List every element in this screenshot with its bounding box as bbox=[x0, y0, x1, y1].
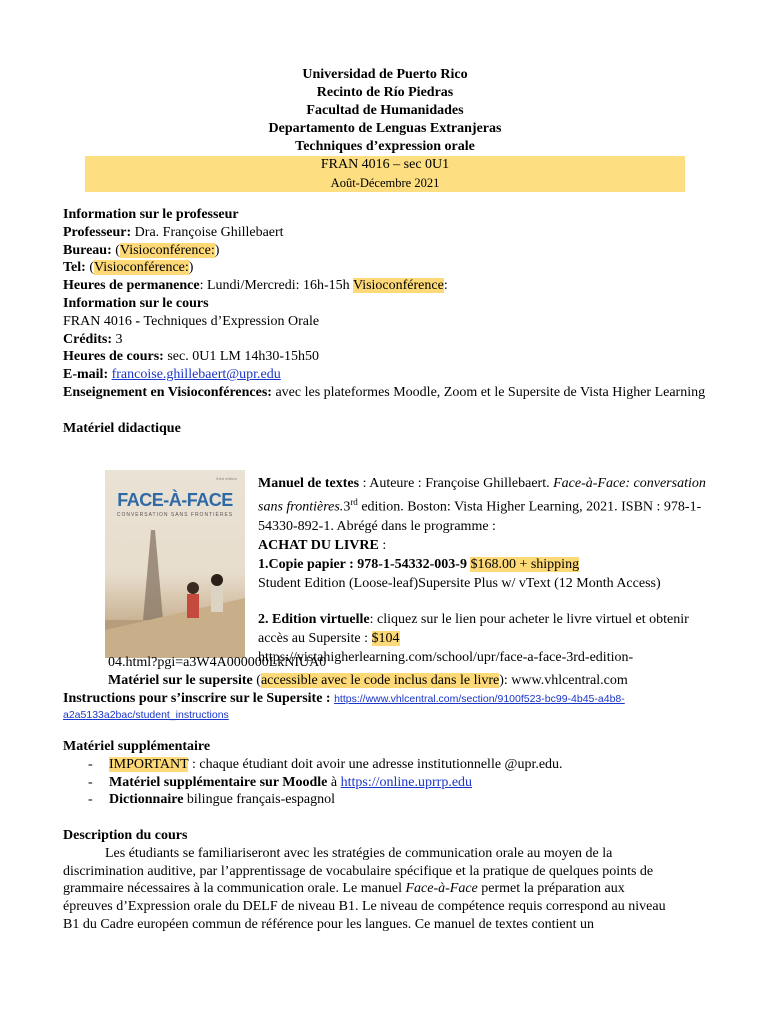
credits-label: Crédits: bbox=[63, 331, 112, 347]
manual-details: edition. Boston: Vista Higher Learning, 2021. ISBN : 978-1-54330-892-1. Abrégé dans le programme : bbox=[258, 499, 702, 534]
book-cover-title: FACE-À-FACE bbox=[117, 490, 233, 510]
header-course-title: Techniques d’expression orale bbox=[295, 139, 475, 154]
book-cover-edition: third edition bbox=[216, 476, 237, 481]
course-dash: - bbox=[131, 313, 144, 329]
list-item bbox=[63, 756, 713, 774]
virtual-edition-row bbox=[258, 610, 708, 648]
description-section bbox=[63, 827, 673, 934]
list-item bbox=[63, 791, 713, 809]
remote-teaching-row bbox=[63, 384, 713, 402]
virtual-edition-url-1[interactable]: https://vistahigherlearning.com/school/upr/face-a-face-3rd-edition- bbox=[258, 649, 634, 665]
email-label: E-mail: bbox=[63, 367, 109, 383]
dictionary-label: Dictionnaire bbox=[109, 792, 184, 808]
header-faculty: Facultad de Humanidades bbox=[306, 103, 464, 118]
important-badge: IMPORTANT bbox=[109, 756, 189, 772]
virtual-edition-label: 2. Edition virtuelle bbox=[258, 611, 370, 627]
supplementaire-list bbox=[63, 756, 713, 809]
bureau-row: Bureau: (Visioconférence:) bbox=[63, 242, 220, 258]
class-hours-value: sec. 0U1 LM 14h30-15h50 bbox=[163, 349, 319, 365]
office-hours-end: : bbox=[443, 278, 448, 294]
instructions-row bbox=[63, 690, 625, 708]
instructions-link-1[interactable]: https://www.vhlcentral.com/section/9100f523-bc99-4b45-a4b8- bbox=[334, 693, 625, 705]
moodle-text: à bbox=[327, 774, 341, 790]
office-hours-value: : Lundi/Mercredi: 16h-15h bbox=[199, 278, 353, 294]
supersite-row bbox=[108, 672, 628, 690]
description-text-1: Les étudiants se familiariseront avec les stratégies de communication orale au moyen de la discrimination auditive, par l’apprentissage de vocabulaire spécifique et la pratique de quelques points de grammaire nécessaires à la communication orale. Le manuel bbox=[63, 845, 654, 897]
paper-copy-row bbox=[258, 555, 708, 574]
manual-block bbox=[258, 474, 708, 667]
class-hours-label: Heures de cours: bbox=[63, 349, 164, 365]
class-hours-row bbox=[63, 348, 713, 366]
bureau-label: Bureau: bbox=[63, 242, 112, 258]
student-edition-row: Student Edition (Loose-leaf)Supersite Plus w/ vText (12 Month Access) bbox=[258, 575, 661, 591]
professor-value: Dra. Françoise Ghillebaert bbox=[131, 224, 284, 240]
description-paragraph bbox=[63, 845, 673, 934]
achat-colon: : bbox=[378, 537, 387, 553]
office-hours-row bbox=[63, 277, 713, 295]
supplementaire-title: Matériel supplémentaire bbox=[63, 739, 211, 754]
office-hours-highlight: Visioconférence bbox=[352, 278, 444, 294]
header-university: Universidad de Puerto Rico bbox=[302, 67, 468, 82]
book-cover-subtitle: CONVERSATION SANS FRONTIÈRES bbox=[116, 512, 234, 518]
bureau-value: Visioconférence: bbox=[119, 242, 215, 258]
supersite-url: ): www.vhlcentral.com bbox=[499, 673, 628, 688]
description-book-title: Face-à-Face bbox=[405, 881, 478, 897]
header-department: Departamento de Lenguas Extranjeras bbox=[268, 121, 502, 136]
supersite-highlight: accessible avec le code inclus dans le livre bbox=[260, 673, 500, 688]
info-block bbox=[63, 206, 713, 438]
instructions-label: Instructions pour s’inscrire sur le Supersite : bbox=[63, 691, 335, 706]
materiel-section-title: Matériel didactique bbox=[63, 420, 181, 436]
course-name: Techniques d’Expression Orale bbox=[143, 313, 320, 329]
header-highlight-band bbox=[85, 156, 685, 192]
manual-title: Face-à-Face: conversation sans frontières. bbox=[258, 476, 706, 515]
achat-label: ACHAT DU LIVRE bbox=[258, 537, 379, 553]
professor-row bbox=[63, 224, 713, 242]
virtual-edition-text: : cliquez sur le lien pour acheter le livre virtuel et obtenir accès au Supersite : bbox=[258, 611, 689, 646]
important-text: : chaque étudiant doit avoir une adresse institutionnelle @upr.edu. bbox=[188, 756, 563, 772]
office-hours-label: Heures de permanence bbox=[63, 278, 200, 294]
credits-row bbox=[63, 331, 713, 349]
header-course-code: FRAN 4016 – sec 0U1 bbox=[320, 157, 450, 172]
manual-edition-sup: rd bbox=[350, 497, 358, 507]
instructions-row-2 bbox=[63, 708, 229, 722]
book-cover-image bbox=[105, 470, 245, 658]
description-text-2: permet la préparation aux épreuves d’Expression orale du DELF de niveau B1. Le niveau de compétence requis correspond au niveau B1 du Cadre européen commun de référence pour les langues. Ce manuel de textes contient un bbox=[63, 881, 666, 932]
remote-teaching-value: avec les plateformes Moodle, Zoom et le Supersite de Vista Higher Learning bbox=[271, 384, 706, 400]
description-title: Description du cours bbox=[63, 828, 188, 843]
tel-value: Visioconférence: bbox=[94, 260, 189, 276]
supersite-open: ( bbox=[252, 673, 261, 688]
manual-edition-number: 3 bbox=[343, 499, 351, 515]
prof-section-title: Information sur le professeur bbox=[63, 207, 239, 222]
moodle-label: Matériel supplémentaire sur Moodle bbox=[109, 774, 328, 790]
tel-row: Tel: (Visioconférence:) bbox=[63, 260, 194, 276]
email-row bbox=[63, 366, 713, 384]
tel-label: Tel: bbox=[63, 260, 86, 276]
supersite-label: Matériel sur le supersite bbox=[108, 673, 253, 688]
remote-teaching-label: Enseignement en Visioconférences: bbox=[63, 384, 272, 400]
professor-label: Professeur: bbox=[63, 224, 132, 240]
header-term: Août-Décembre 2021 bbox=[330, 176, 440, 190]
virtual-edition-url-2[interactable]: 04.html?pgi=a3W4A000000LkNIUA0 bbox=[108, 655, 327, 670]
supplementaire-section bbox=[63, 738, 713, 809]
manual-author: : Auteure : Françoise Ghillebaert. bbox=[359, 476, 554, 491]
email-link[interactable]: francoise.ghillebaert@upr.edu bbox=[111, 367, 281, 383]
dictionary-text: bilingue français-espagnol bbox=[183, 792, 336, 808]
manual-description bbox=[258, 474, 708, 536]
course-row bbox=[63, 313, 713, 331]
moodle-link[interactable]: https://online.uprrp.edu bbox=[340, 774, 473, 790]
document-header bbox=[0, 66, 770, 192]
credits-value: 3 bbox=[112, 331, 123, 347]
course-section-title: Information sur le cours bbox=[63, 295, 209, 311]
instructions-link-2[interactable]: a2a5133a2bac/student_instructions bbox=[63, 709, 229, 721]
header-campus: Recinto de Río Piedras bbox=[316, 85, 454, 100]
manual-label: Manuel de textes bbox=[258, 476, 360, 491]
achat-row bbox=[258, 536, 708, 555]
paper-copy-price: $168.00 + shipping bbox=[470, 556, 580, 572]
eiffel-tower-illustration bbox=[105, 470, 245, 658]
paper-copy-label: 1.Copie papier : 978-1-54332-003-9 bbox=[258, 556, 467, 572]
course-code: FRAN 4016 bbox=[63, 313, 132, 329]
virtual-edition-price: $104 bbox=[371, 630, 400, 646]
list-item bbox=[63, 774, 713, 792]
